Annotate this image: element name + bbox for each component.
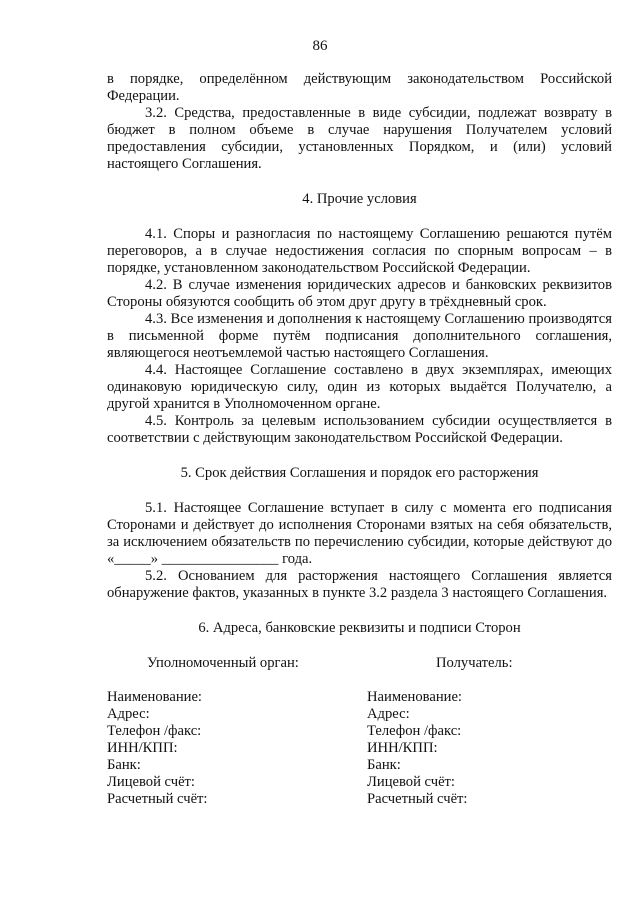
recipient-field-phone: Телефон /факс: [367, 723, 462, 739]
recipient-field-personal-account: Лицевой счёт: [367, 774, 455, 790]
paragraph-4-5: 4.5. Контроль за целевым использованием субсидии осуществляется в соответствии с действующим законодательством Российской Федерации. [107, 413, 612, 446]
authority-field-settlement-account: Расчетный счёт: [107, 791, 208, 807]
paragraph-continuation: в порядке, определённом действующим законодательством Российской Федерации. [107, 71, 612, 104]
recipient-field-address: Адрес: [367, 706, 410, 722]
authority-field-name: Наименование: [107, 689, 202, 705]
authority-field-personal-account: Лицевой счёт: [107, 774, 195, 790]
document-body [107, 71, 612, 815]
paragraph-4-4: 4.4. Настоящее Соглашение составлено в двух экземплярах, имеющих одинаковую юридическую силу, один из которых выдаётся Получателю, а другой хранится в Уполномоченном органе. [107, 362, 612, 412]
paragraph-5-2: 5.2. Основанием для расторжения настоящего Соглашения является обнаружение фактов, указанных в пункте 3.2 раздела 3 настоящего Соглашения. [107, 568, 612, 601]
recipient-field-bank: Банк: [367, 757, 401, 773]
paragraph-3-2: 3.2. Средства, предоставленные в виде субсидии, подлежат возврату в бюджет в полном объеме в случае нарушения Получателем условий предоставления субсидии, установленных Порядком, и (или) условий настоящего Соглашения. [107, 105, 612, 172]
section-5-heading: 5. Срок действия Соглашения и порядок его расторжения [180, 465, 539, 481]
authority-details [107, 689, 207, 808]
section-6-heading: 6. Адреса, банковские реквизиты и подписи Сторон [198, 620, 521, 636]
authority-field-phone: Телефон /факс: [107, 723, 202, 739]
signature-block [107, 655, 612, 815]
paragraph-4-2: 4.2. В случае изменения юридических адресов и банковских реквизитов Стороны обязуются сообщить об этом друг другу в трёхдневный срок. [107, 277, 612, 310]
page-number: 86 [312, 38, 328, 54]
recipient-field-settlement-account: Расчетный счёт: [367, 791, 468, 807]
paragraph-4-1: 4.1. Споры и разногласия по настоящему Соглашению решаются путём переговоров, а в случае недостижения согласия по спорным вопросам – в порядке, установленном законодательством Российской Федерации. [107, 226, 612, 276]
recipient-header: Получатель: [436, 655, 513, 671]
authority-field-bank: Банк: [107, 757, 141, 773]
recipient-field-inn: ИНН/КПП: [367, 740, 438, 756]
recipient-field-name: Наименование: [367, 689, 462, 705]
authority-field-address: Адрес: [107, 706, 150, 722]
paragraph-5-1: 5.1. Настоящее Соглашение вступает в силу с момента его подписания Сторонами и действует до исполнения Сторонами взятых на себя обязательств, за исключением обязательств по перечислению субсидии, которые действуют до «_____» ________________ года. [107, 500, 612, 567]
recipient-details [367, 689, 467, 808]
paragraph-4-3: 4.3. Все изменения и дополнения к настоящему Соглашению производятся в письменной форме путём подписания дополнительного соглашения, являющегося неотъемлемой частью настоящего Соглашения. [107, 311, 612, 361]
section-4-heading: 4. Прочие условия [302, 191, 417, 207]
authority-field-inn: ИНН/КПП: [107, 740, 178, 756]
authority-header: Уполномоченный орган: [147, 655, 299, 671]
